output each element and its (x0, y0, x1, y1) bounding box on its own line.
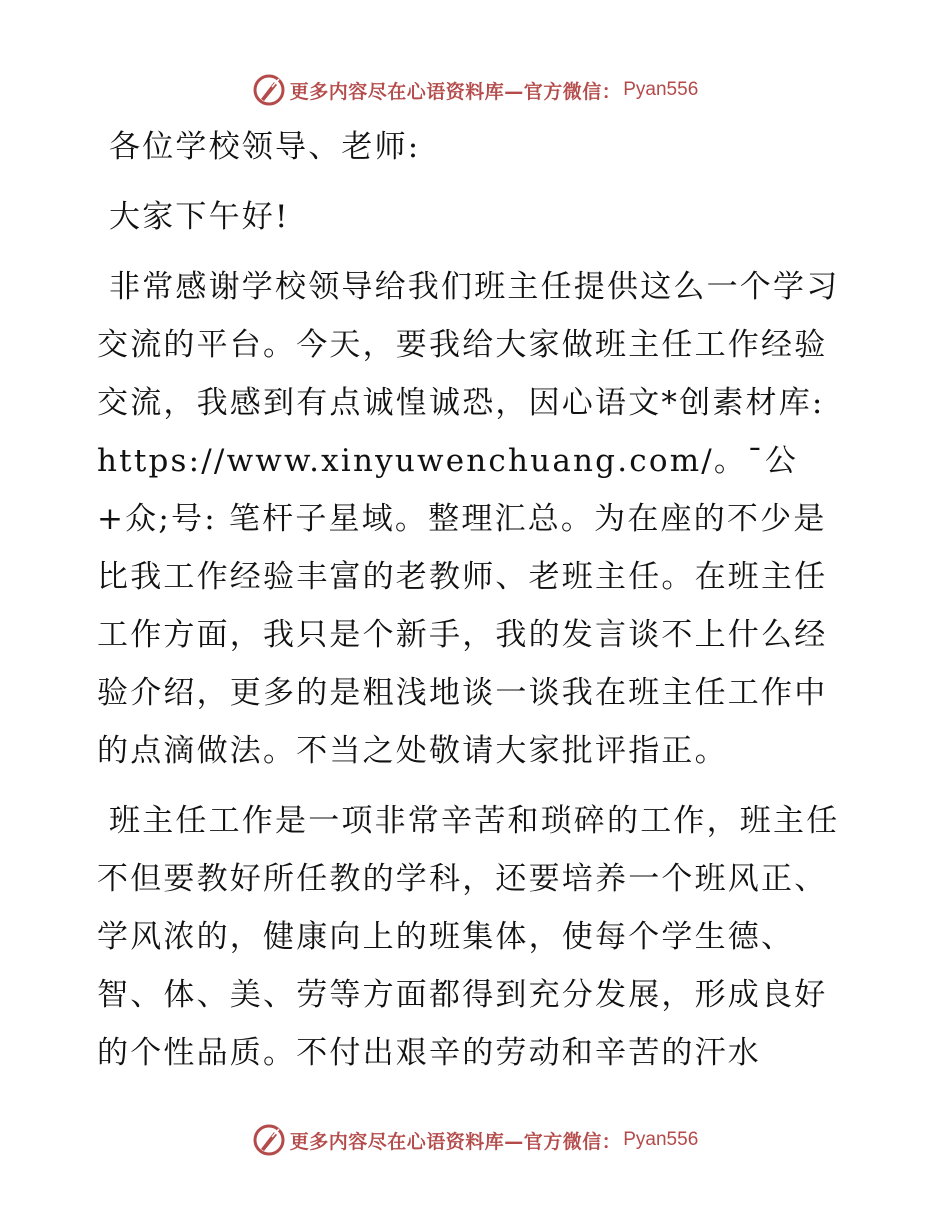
spacer (97, 246, 852, 258)
banner-text: 更多内容尽在心语资料库—官方微信： (289, 80, 622, 103)
banner-text: 更多内容尽在心语资料库—官方微信： (289, 1130, 622, 1153)
paragraph-1: 非常感谢学校领导给我们班主任提供这么一个学习交流的平台。今天，要我给大家做班主任工作经验交流，我感到有点诚惶诚恐，因心语文*创素材库: https://www.xinyuwenchuang.com/。¯公+众;号: 笔杆子星域。整理汇总。为在座的不少是比我工作经验丰富的老教师、老班主任。在班主任工作方面，我只是个新手，我的发言谈不上什么经验介绍，更多的是粗浅地谈一谈我在班主任工作中的点滴做法。不当之处敬请大家批评指正。 (97, 269, 840, 769)
banner-wechat-id: Pyan556 (623, 1129, 699, 1150)
salutation: 各位学校领导、老师: (109, 129, 421, 165)
document-body (97, 118, 852, 1082)
banner-wechat-id: Pyan556 (623, 79, 699, 100)
quill-logo-icon (252, 1123, 286, 1157)
paragraph-2: 班主任工作是一项非常辛苦和琐碎的工作，班主任不但要教好所任教的学科，还要培养一个班风正、学风浓的，健康向上的班集体，使每个学生德、智、体、美、劳等方面都得到充分发展，形成良好的个性品质。不付出艰辛的劳动和辛苦的汗水 (97, 803, 840, 1071)
spacer (97, 780, 852, 792)
quill-logo-icon (252, 73, 286, 107)
footer-banner (0, 1120, 950, 1160)
header-banner (0, 70, 950, 110)
spacer (97, 176, 852, 188)
greeting: 大家下午好! (109, 199, 290, 235)
